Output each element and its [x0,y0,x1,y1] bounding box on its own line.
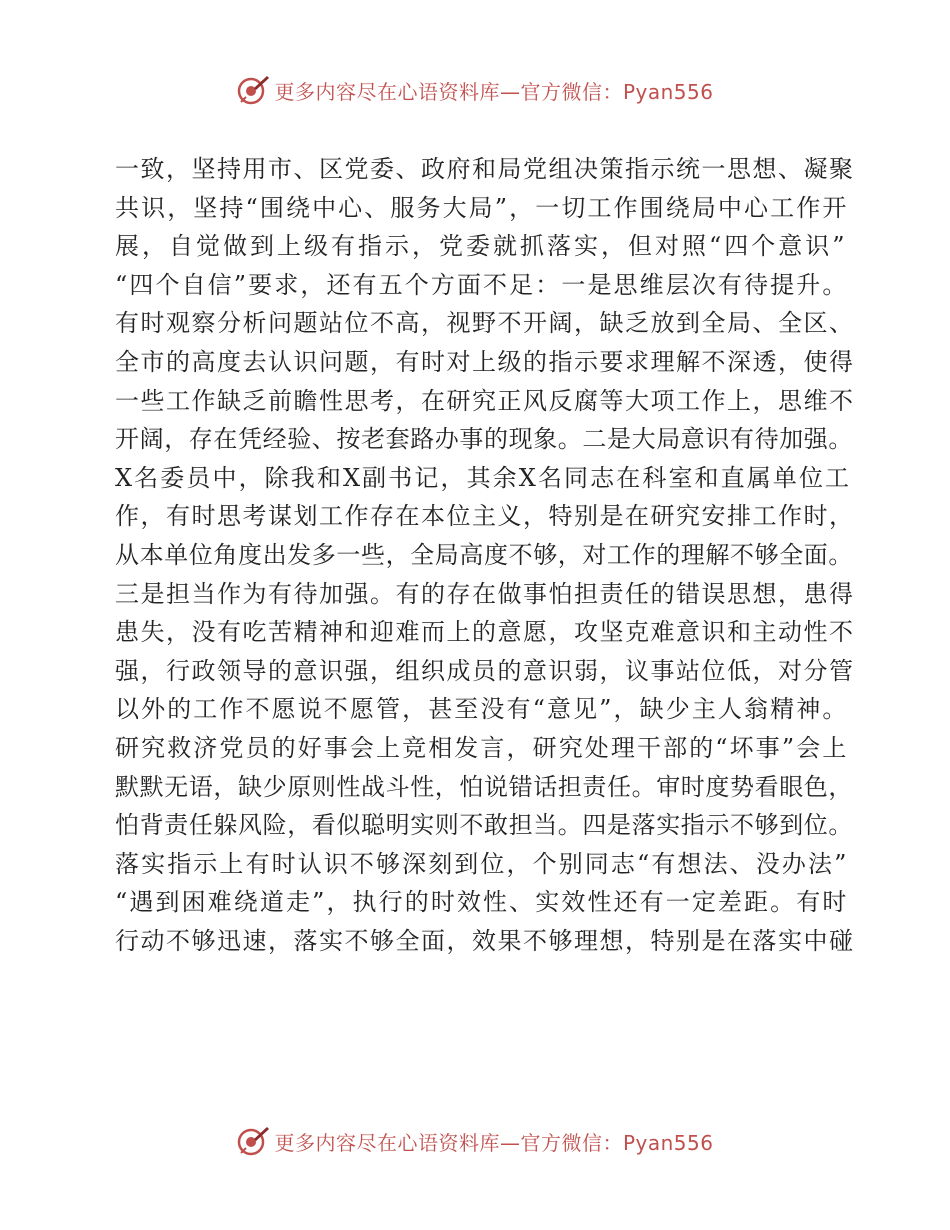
body-line: 落实指示上有时认识不够深刻到位，个别同志“有想法、没办法” [115,849,849,878]
body-line: 行动不够迅速，落实不够全面，效果不够理想，特别是在落实中碰 [115,926,855,955]
body-line: 一些工作缺乏前瞻性思考，在研究正风反腐等大项工作上，思维不 [115,386,855,415]
pen-seal-logo-icon [236,73,270,107]
body-line: 展，自觉做到上级有指示，党委就抓落实，但对照“四个意识” [115,232,848,261]
body-line: 怕背责任躲风险，看似聪明实则不敢担当。四是落实指示不够到位。 [115,811,853,840]
pen-seal-logo-icon [236,1124,270,1158]
footer-banner-text: 更多内容尽在心语资料库—官方微信：Pyan556 [274,1130,714,1155]
body-line: 默默无语，缺少原则性战斗性，怕说错话担责任。审时度势看眼色， [115,772,853,801]
body-line: “遇到困难绕道走”，执行的时效性、实效性还有一定差距。有时 [115,888,849,917]
body-line: 强，行政领导的意识强，组织成员的意识弱，议事站位低，对分管 [115,656,855,685]
body-line: 有时观察分析问题站位不高，视野不开阔，缺乏放到全局、全区、 [115,309,855,338]
body-line: X名委员中，除我和X副书记，其余X名同志在科室和直属单位工 [115,463,852,492]
document-body [115,150,855,960]
body-line: “四个自信”要求，还有五个方面不足：一是思维层次有待提升。 [115,270,849,299]
body-line: 患失，没有吃苦精神和迎难而上的意愿，攻坚克难意识和主动性不 [115,618,855,647]
body-line: 一致，坚持用市、区党委、政府和局党组决策指示统一思想、凝聚 [115,155,855,183]
body-line: 全市的高度去认识问题，有时对上级的指示要求理解不深透，使得 [115,347,855,376]
body-line: 三是担当作为有待加强。有的存在做事怕担责任的错误思想，患得 [115,579,855,608]
header-banner-text: 更多内容尽在心语资料库—官方微信：Pyan556 [274,79,714,104]
body-line: 开阔，存在凭经验、按老套路办事的现象。二是大局意识有待加强。 [115,425,853,454]
body-line: 以外的工作不愿说不愿管，甚至没有“意见”，缺少主人翁精神。 [115,695,849,724]
body-line: 研究救济党员的好事会上竞相发言，研究处理干部的“坏事”会上 [115,733,849,762]
footer-banner [0,1121,950,1161]
body-line: 从本单位角度出发多一些，全局高度不够，对工作的理解不够全面。 [115,540,853,569]
header-banner [0,70,950,110]
body-line: 作，有时思考谋划工作存在本位主义，特别是在研究安排工作时， [115,502,855,531]
body-line: 共识，坚持“围绕中心、服务大局”，一切工作围绕局中心工作开 [115,193,849,222]
